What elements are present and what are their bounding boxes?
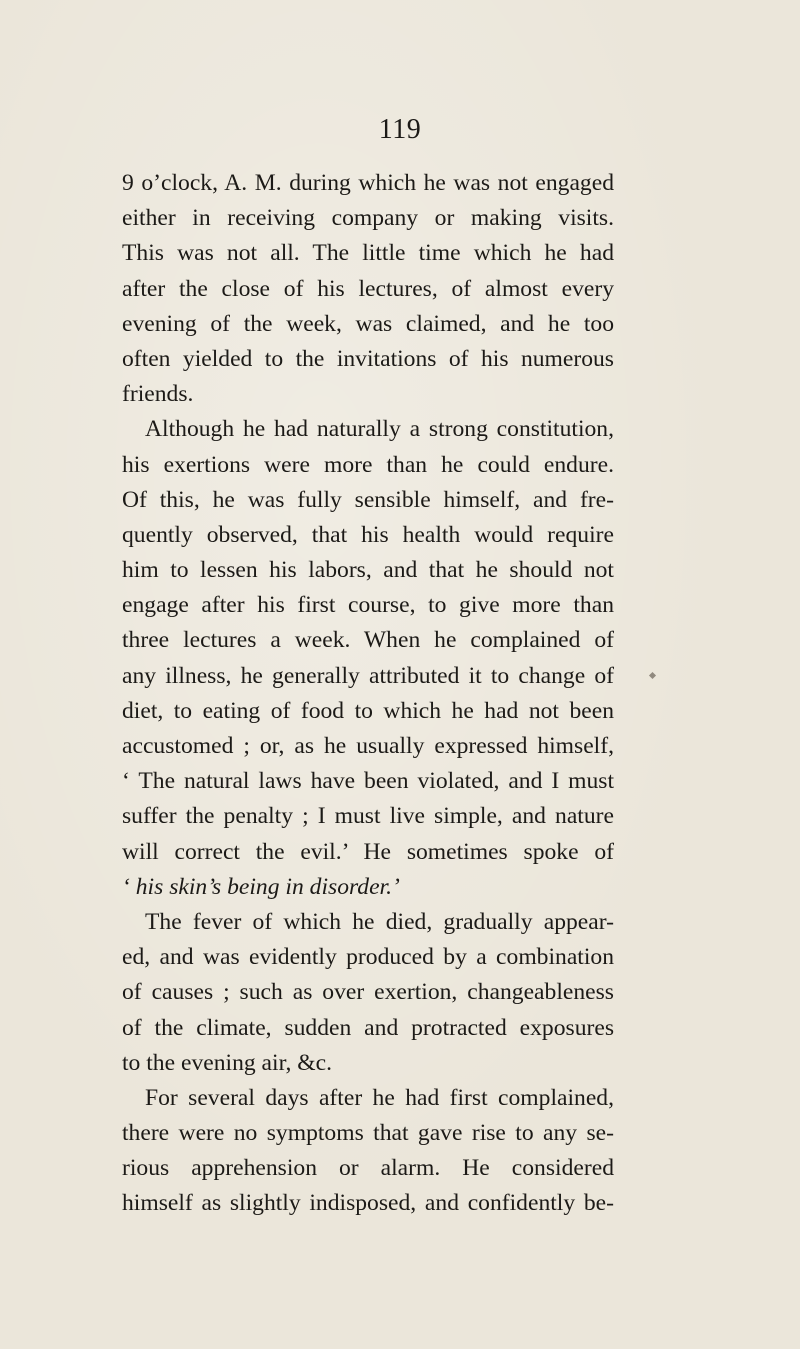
text-line-content: This was not all. The little time which he had [122,240,614,267]
text-line-content: three lectures a week. When he complained of [122,627,614,654]
text-line-content: quently observed, that his health would require [122,521,614,548]
text-line [122,553,614,588]
text-line [122,342,614,377]
text-line-content: ed, and was evidently produced by a combination [122,944,614,971]
text-line [122,623,614,658]
text-line [122,694,614,729]
text-line-content: of the climate, sudden and protracted exposures [122,1014,614,1041]
text-line [122,905,614,940]
text-line [122,448,614,483]
text-line [122,201,614,236]
text-line-content: often yielded to the invitations of his numerous [122,345,614,372]
text-line-content: his exertions were more than he could endure. [122,451,614,478]
text-line [122,659,614,694]
text-line [122,975,614,1010]
text-line-content: of causes ; such as over exertion, changeableness [122,979,614,1006]
text-line [122,1081,614,1116]
text-line [122,1186,614,1221]
text-line-content: after the close of his lectures, of almost every [122,275,614,302]
text-line-content: him to lessen his labors, and that he should not [122,557,614,584]
print-speck [649,672,656,679]
text-line [122,1151,614,1186]
text-line-content: 9 o’clock, A. M. during which he was not engaged [122,170,614,196]
body-text [122,166,614,1222]
text-line [122,1011,614,1046]
text-line [122,272,614,307]
text-line [122,483,614,518]
text-line-content: Of this, he was fully sensible himself, and fre- [122,486,614,513]
text-line-content: For several days after he had first complained, [145,1084,614,1111]
text-line [122,764,614,799]
text-line [122,518,614,553]
text-line [122,377,614,412]
text-line-content: there were no symptoms that gave rise to any se- [122,1120,614,1147]
text-line [122,307,614,342]
text-line-content: himself as slightly indisposed, and confidently be- [122,1190,614,1217]
text-line [122,588,614,623]
text-line [122,412,614,447]
text-line-content: rious apprehension or alarm. He considered [122,1155,614,1182]
text-line-content: accustomed ; or, as he usually expressed himself, [122,733,614,759]
text-line-content: engage after his first course, to give more than [122,592,614,619]
text-line [122,166,614,201]
text-line [122,236,614,271]
text-line [122,835,614,870]
text-line-content: any illness, he generally attributed it to change of [122,662,614,689]
text-line [122,940,614,975]
text-line [122,1116,614,1151]
text-line-content: evening of the week, was claimed, and he too [122,310,614,337]
text-line-content: to the evening air, &c. [122,1049,333,1076]
text-line [122,729,614,764]
text-line [122,1046,614,1081]
text-line-content: The fever of which he died, gradually appear- [145,908,614,935]
text-line-content: ‘ his skin’s being in disorder.’ [122,873,400,900]
text-line-content: friends. [122,381,194,408]
text-line [122,799,614,834]
text-line [122,870,614,905]
text-line-content: ‘ The natural laws have been violated, and I must [122,768,614,795]
text-line-content: will correct the evil.’ He sometimes spoke of [122,838,614,865]
text-line-content: Although he had naturally a strong constitution, [145,416,614,443]
text-line-content: either in receiving company or making visits. [122,205,614,232]
text-line-content: suffer the penalty ; I must live simple, and nature [122,803,614,830]
text-line-content: diet, to eating of food to which he had not been [122,697,614,724]
page-number: 119 [378,114,422,145]
